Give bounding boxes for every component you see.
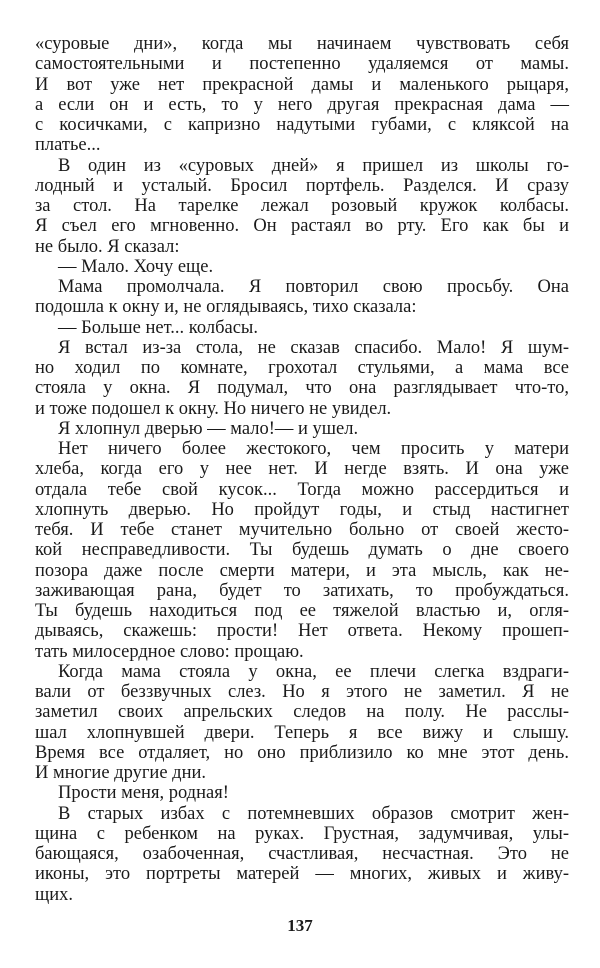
paragraph (35, 34, 569, 156)
page-number: 137 (287, 916, 313, 935)
text-line: иконы, это портреты матерей — многих, живых и живу- (35, 864, 569, 885)
paragraph (35, 338, 569, 419)
text-line: — Больше нет... колбасы. (58, 317, 258, 338)
paragraph (35, 662, 569, 784)
text-line: подошла к окну и, не оглядываясь, тихо сказала: (35, 297, 417, 318)
text-line: Когда мама стояла у окна, ее плечи слегка вздраги- (58, 661, 569, 682)
text-line: заметил своих апрельских следов на полу. Не расслы- (35, 702, 569, 723)
text-line: Ты будешь находиться под ее тяжелой властью и, огля- (35, 601, 569, 621)
text-line: Я хлопнул дверью — мало!— и ушел. (58, 418, 359, 439)
text-line: Прости меня, родная! (58, 783, 229, 804)
text-line: Мама промолчала. Я повторил свою просьбу. Она (58, 277, 569, 297)
text-line: щих. (35, 884, 74, 905)
text-line: платье... (35, 135, 101, 156)
paragraph (35, 419, 569, 439)
text-line: вали от беззвучных слез. Но я этого не заметил. Я не (35, 682, 569, 702)
text-line: Время все отдаляет, но оно приблизило ко мне этот день. (35, 742, 569, 763)
paragraph (35, 804, 569, 905)
text-line: кой несправедливости. Ты будешь думать о дне своего (35, 540, 569, 561)
text-line: заживающая рана, будет то затихать, то пробуждаться. (35, 580, 569, 601)
text-line: «суровые дни», когда мы начинаем чувствовать себя (35, 34, 569, 54)
text-line: и тоже подошел к окну. Но ничего не увидел. (35, 398, 392, 419)
text-line: тебя. И тебе станет мучительно больно от своей жесто- (35, 520, 569, 540)
paragraph (35, 257, 569, 277)
text-line: хлопнуть дверью. Но пройдут годы, и стыд настигнет (35, 499, 569, 520)
text-line: хлеба, когда его у нее нет. И негде взять. И она уже (35, 459, 569, 480)
paragraph (35, 783, 569, 803)
text-line: бающаяся, озабоченная, счастливая, несчастная. Это не (35, 844, 569, 864)
text-line: самостоятельными и постепенно удаляемся от мамы. (35, 54, 569, 75)
text-line: позора даже после смерти матери, и эта мысль, как не- (35, 560, 569, 581)
text-line: тать милосердное слово: прощаю. (35, 641, 304, 662)
text-line: отдала тебе свой кусок... Тогда можно рассердиться и (35, 479, 569, 500)
text-line: Нет ничего более жестокого, чем просить у матери (58, 439, 569, 459)
text-line: шал хлопнувшей двери. Теперь я все вижу и слышу. (35, 722, 569, 743)
text-line: Я съел его мгновенно. Он растаял во рту. Его как бы и (35, 216, 569, 237)
text-line: И вот уже нет прекрасной дамы и маленького рыцаря, (35, 74, 569, 95)
text-line: Я встал из-за стола, не сказав спасибо. Мало! Я шум- (58, 337, 569, 358)
text-line: — Мало. Хочу еще. (58, 256, 214, 277)
text-line: лодный и усталый. Бросил портфель. Разделся. И сразу (35, 175, 569, 196)
text-line: И многие другие дни. (35, 763, 206, 783)
paragraph (35, 318, 569, 338)
paragraph (35, 277, 569, 318)
paragraph (35, 439, 569, 662)
text-line: дываясь, скажешь: прости! Нет ответа. Некому прошеп- (35, 621, 569, 642)
text-line: за стол. На тарелке лежал розовый кружок колбасы. (35, 196, 569, 216)
paragraph (35, 156, 569, 257)
text-line: но ходил по комнате, грохотал стульями, а мама все (35, 358, 569, 378)
text-line: стояла у окна. Я подумал, что она разглядывает что-то, (35, 378, 569, 399)
text-line: а если он и есть, то у него другая прекрасная дама — (35, 94, 569, 115)
text-line: щина с ребенком на руках. Грустная, задумчивая, улы- (35, 823, 569, 844)
text-line: В старых избах с потемневших образов смотрит жен- (58, 803, 569, 824)
page-body-text (35, 34, 569, 905)
text-line: В один из «суровых дней» я пришел из школы го- (58, 155, 569, 176)
text-line: не было. Я сказал: (35, 236, 180, 257)
text-line: с косичками, с капризно надутыми губами, с кляксой на (35, 115, 569, 135)
